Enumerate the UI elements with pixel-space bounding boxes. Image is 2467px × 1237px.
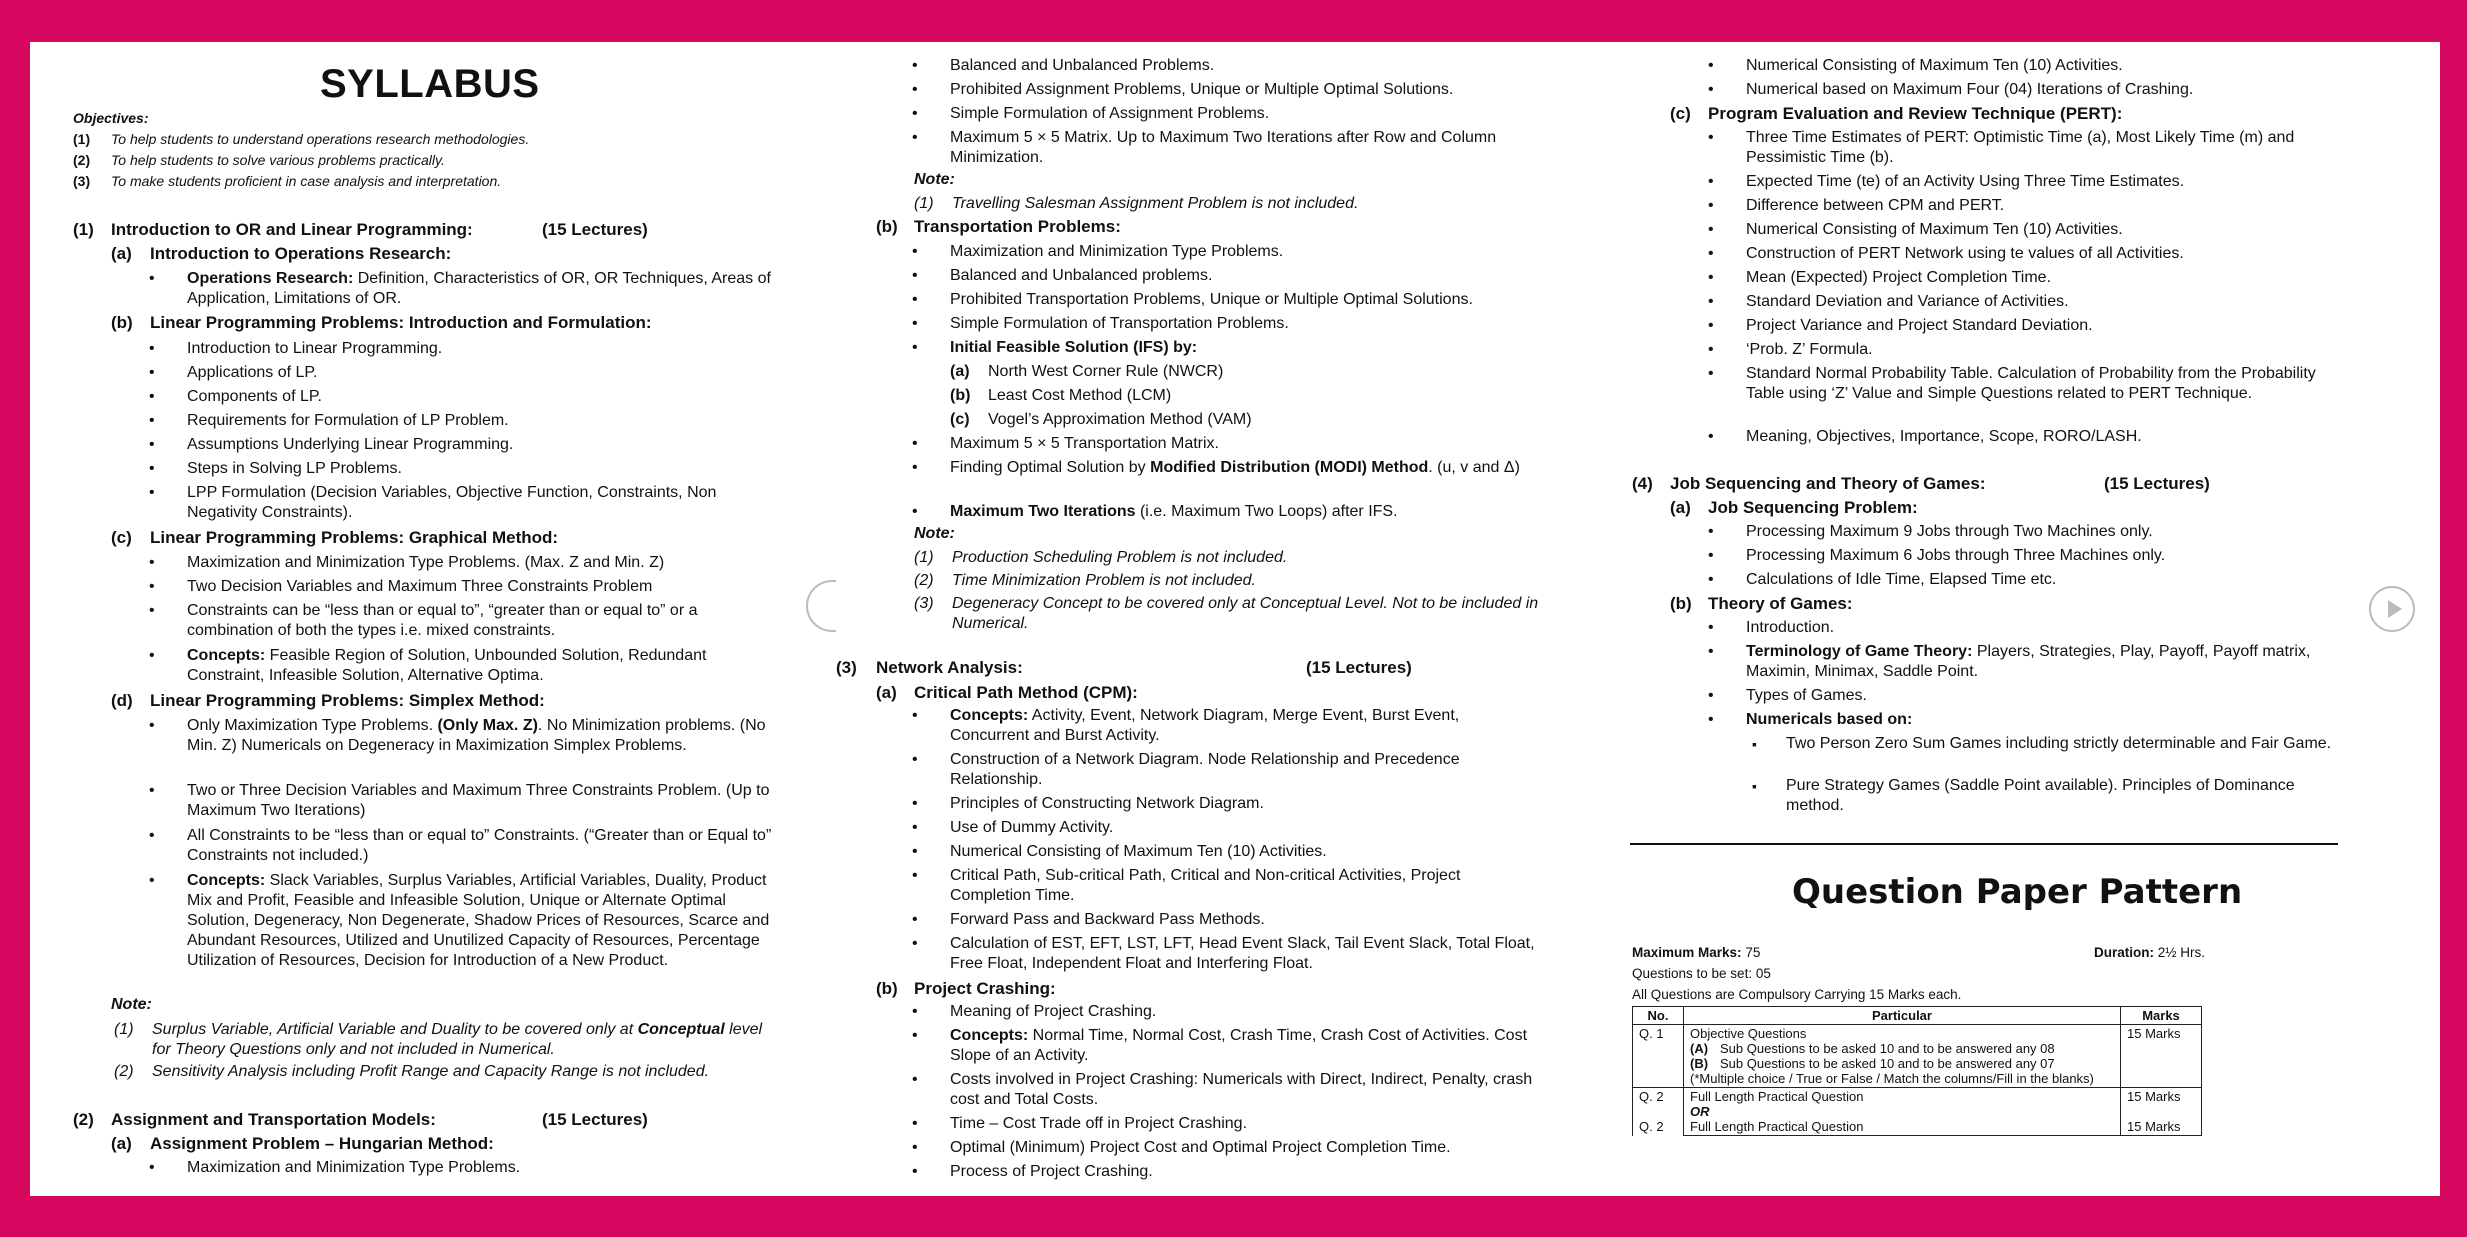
section-divider	[1630, 843, 2338, 845]
list-item: • Expected Time (te) of an Activity Using Three Time Estimates.	[1746, 172, 2336, 192]
list-item: • All Constraints to be “less than or equal to” Constraints. (“Greater than or Equal to” Constraints not included.)	[187, 826, 775, 866]
objective-3: (3) To make students proficient in case analysis and interpretation.	[73, 173, 502, 189]
compulsory-note: All Questions are Compulsory Carrying 15 Marks each.	[1632, 987, 1962, 1002]
list-item: • Types of Games.	[1746, 686, 2336, 706]
note-item: (1) Production Scheduling Problem is not included.	[914, 549, 1288, 566]
list-item: • Project Variance and Project Standard Deviation.	[1746, 316, 2336, 336]
unit4-num: (4)	[1632, 474, 1653, 493]
list-item: • Optimal (Minimum) Project Cost and Optimal Project Completion Time.	[950, 1138, 1540, 1158]
q1-marks: 15 Marks	[2121, 1025, 2202, 1088]
sub-list-item: ▪ Two Person Zero Sum Games including strictly determinable and Fair Game.	[1786, 734, 2336, 754]
note-1: (1) Surplus Variable, Artificial Variable and Duality to be covered only at Conceptual level for Theory Questions only and not included in Numerical.	[114, 1021, 763, 1058]
list-item: • Introduction to Linear Programming.	[187, 339, 775, 359]
u1d-num: (d)	[111, 691, 133, 710]
table-row	[1633, 1025, 2202, 1088]
note-item: (1) Travelling Salesman Assignment Problem is not included.	[914, 195, 1359, 212]
duration: Duration: 2½ Hrs.	[2094, 945, 2206, 960]
list-item: • Simple Formulation of Assignment Problems.	[950, 104, 1540, 124]
max-marks: Maximum Marks: 75	[1632, 945, 1761, 960]
q1-no: Q. 1	[1633, 1025, 1684, 1088]
list-item: • Maximization and Minimization Type Problems.	[187, 1158, 775, 1178]
unit1-num: (1)	[73, 220, 94, 239]
note-item: (3) Degeneracy Concept to be covered only at Conceptual Level. Not to be included in Numerical.	[914, 595, 1539, 632]
list-item: • Numerical Consisting of Maximum Ten (10) Activities.	[950, 842, 1540, 862]
ifs-c: (c) Vogel’s Approximation Method (VAM)	[950, 411, 1252, 428]
objectives-label: Objectives:	[73, 110, 149, 126]
list-item: • Standard Deviation and Variance of Activities.	[1746, 292, 2336, 312]
header-marks: Marks	[2121, 1007, 2202, 1025]
list-item: • Steps in Solving LP Problems.	[187, 459, 775, 479]
list-item: • Processing Maximum 6 Jobs through Three Machines only.	[1746, 546, 2336, 566]
list-item: • Concepts: Feasible Region of Solution, Unbounded Solution, Redundant Constraint, Infeasible Solution, Alternative Optima.	[187, 646, 775, 686]
u1a-item: • Operations Research: Definition, Characteristics of OR, OR Techniques, Areas of Application, Limitations of OR.	[187, 269, 775, 309]
list-item: • Finding Optimal Solution by Modified Distribution (MODI) Method. (u, v and Δ)	[950, 458, 1540, 478]
list-item: • Costs involved in Project Crashing: Numericals with Direct, Indirect, Penalty, crash cost and Total Costs.	[950, 1070, 1540, 1110]
unit3-title: Network Analysis:	[876, 658, 1023, 677]
note-item: (2) Time Minimization Problem is not included.	[914, 572, 1256, 589]
questions-set: Questions to be set: 05	[1632, 966, 1771, 981]
table-header-row	[1633, 1007, 2202, 1025]
list-item: • Numerical Consisting of Maximum Ten (10) Activities.	[1746, 220, 2336, 240]
objective-2: (2) To help students to solve various problems practically.	[73, 152, 445, 168]
u2a-num: (a)	[111, 1134, 132, 1153]
list-item: • Standard Normal Probability Table. Calculation of Probability from the Probability Table using ‘Z’ Value and Simple Questions related to PERT Technique.	[1746, 364, 2336, 404]
list-item: • Forward Pass and Backward Pass Methods.	[950, 910, 1540, 930]
syllabus-title: SYLLABUS	[320, 62, 540, 106]
list-item: • Two or Three Decision Variables and Maximum Three Constraints Problem. (Up to Maximum Two Iterations)	[187, 781, 775, 821]
note-label: Note:	[111, 996, 152, 1013]
list-item: • Assumptions Underlying Linear Programming.	[187, 435, 775, 455]
q2-marks: 15 Marks 15 Marks	[2121, 1088, 2202, 1136]
unit1-lectures: (15 Lectures)	[542, 220, 648, 239]
header-particular: Particular	[1684, 1007, 2121, 1025]
q1-particular: Objective Questions (A) Sub Questions to be asked 10 and to be answered any 08 (B) Sub Questions to be asked 10 and to be answered any 07 (*Multiple choice / True or False / Match the columns/Fill in the blanks)	[1684, 1025, 2121, 1088]
list-item: • Difference between CPM and PERT.	[1746, 196, 2336, 216]
list-item: • Mean (Expected) Project Completion Time.	[1746, 268, 2336, 288]
sub-list-item: ▪ Pure Strategy Games (Saddle Point available). Principles of Dominance method.	[1786, 776, 2336, 816]
list-item: • Maximum Two Iterations (i.e. Maximum Two Loops) after IFS.	[950, 502, 1540, 522]
u4a-title: Job Sequencing Problem:	[1708, 498, 1918, 517]
list-item: • LPP Formulation (Decision Variables, Objective Function, Constraints, Non Negativity Constraints).	[187, 483, 775, 523]
list-item: • Terminology of Game Theory: Players, Strategies, Play, Payoff, Payoff matrix, Maximin, Minimax, Saddle Point.	[1746, 642, 2336, 682]
list-item: • Time – Cost Trade off in Project Crashing.	[950, 1114, 1540, 1134]
u2b-title: Transportation Problems:	[914, 217, 1121, 236]
unit2-num: (2)	[73, 1110, 94, 1129]
unit2-lectures: (15 Lectures)	[542, 1110, 648, 1129]
list-item: • Prohibited Transportation Problems, Unique or Multiple Optimal Solutions.	[950, 290, 1540, 310]
list-item: • Process of Project Crashing.	[950, 1162, 1540, 1182]
list-item: • Introduction.	[1746, 618, 2336, 638]
list-item: • Components of LP.	[187, 387, 775, 407]
list-item: • Balanced and Unbalanced Problems.	[950, 56, 1540, 76]
u1b-num: (b)	[111, 313, 133, 332]
list-item: • ‘Prob. Z’ Formula.	[1746, 340, 2336, 360]
unit1-title: Introduction to OR and Linear Programming:	[111, 220, 473, 239]
ifs-a: (a) North West Corner Rule (NWCR)	[950, 363, 1224, 380]
list-item: • Prohibited Assignment Problems, Unique or Multiple Optimal Solutions.	[950, 80, 1540, 100]
list-item: • Constraints can be “less than or equal to”, “greater than or equal to” or a combination of both the types i.e. mixed constraints.	[187, 601, 775, 641]
list-item: • Principles of Constructing Network Diagram.	[950, 794, 1540, 814]
unit3-num: (3)	[836, 658, 857, 677]
header-no: No.	[1633, 1007, 1684, 1025]
list-item: • Construction of PERT Network using te values of all Activities.	[1746, 244, 2336, 264]
u1a-title: Introduction to Operations Research:	[150, 244, 452, 263]
list-item: • Concepts: Slack Variables, Surplus Variables, Artificial Variables, Duality, Product Mix and Profit, Feasible and Infeasible Solution, Unique or Alternate Optimal Solution, Degeneracy, Non Degenerate, Shadow Prices of Resources, Scarce and Abundant Resources, Utilized and Unutilized Capacity of Resources, Percentage Utilization of Resources, Decision for Introduction of a New Product.	[187, 871, 775, 971]
note-label: Note:	[914, 525, 955, 542]
list-item: • Construction of a Network Diagram. Node Relationship and Precedence Relationship.	[950, 750, 1540, 790]
list-item: • Requirements for Formulation of LP Problem.	[187, 411, 775, 431]
list-item: • Processing Maximum 9 Jobs through Two Machines only.	[1746, 522, 2336, 542]
list-item: • Numerical Consisting of Maximum Ten (10) Activities.	[1746, 56, 2336, 76]
note-2: (2) Sensitivity Analysis including Profit Range and Capacity Range is not included.	[114, 1063, 710, 1080]
list-item: • Maximization and Minimization Type Problems. (Max. Z and Min. Z)	[187, 553, 775, 573]
list-item: • Meaning, Objectives, Importance, Scope, RORO/LASH.	[1746, 427, 2336, 447]
list-item: • Use of Dummy Activity.	[950, 818, 1540, 838]
list-item: • Meaning of Project Crashing.	[950, 1002, 1540, 1022]
list-item: • Balanced and Unbalanced problems.	[950, 266, 1540, 286]
u1c-title: Linear Programming Problems: Graphical Method:	[150, 528, 559, 547]
q2-no: Q. 2 Q. 2	[1633, 1088, 1684, 1136]
list-item: • Critical Path, Sub-critical Path, Critical and Non-critical Activities, Project Completion Time.	[950, 866, 1540, 906]
u1a-num: (a)	[111, 244, 132, 263]
u2b-num: (b)	[876, 217, 898, 236]
list-item: • Numerical based on Maximum Four (04) Iterations of Crashing.	[1746, 80, 2336, 100]
u3b-num: (b)	[876, 979, 898, 998]
u4b-title: Theory of Games:	[1708, 594, 1853, 613]
next-page-arrow-icon[interactable]	[2369, 586, 2415, 632]
list-item: • Maximum 5 × 5 Matrix. Up to Maximum Two Iterations after Row and Column Minimization.	[950, 128, 1540, 168]
q2-particular: Full Length Practical Question OR Full Length Practical Question	[1684, 1088, 2121, 1136]
unit4-title: Job Sequencing and Theory of Games:	[1670, 474, 1986, 493]
list-item: • Maximum 5 × 5 Transportation Matrix.	[950, 434, 1540, 454]
note-label: Note:	[914, 171, 955, 188]
list-item: • Concepts: Activity, Event, Network Diagram, Merge Event, Burst Event, Concurrent and Burst Activity.	[950, 706, 1540, 746]
unit3-lectures: (15 Lectures)	[1306, 658, 1412, 677]
u3a-title: Critical Path Method (CPM):	[914, 683, 1138, 702]
list-item: • Maximization and Minimization Type Problems.	[950, 242, 1540, 262]
u3b-title: Project Crashing:	[914, 979, 1056, 998]
u2a-title: Assignment Problem – Hungarian Method:	[150, 1134, 494, 1153]
list-item: • Numericals based on:	[1746, 710, 2336, 730]
u1c-num: (c)	[111, 528, 132, 547]
unit2-title: Assignment and Transportation Models:	[111, 1110, 436, 1129]
list-item: • Applications of LP.	[187, 363, 775, 383]
u1b-title: Linear Programming Problems: Introduction and Formulation:	[150, 313, 652, 332]
u3c-num: (c)	[1670, 104, 1691, 123]
u4a-num: (a)	[1670, 498, 1691, 517]
u1d-title: Linear Programming Problems: Simplex Method:	[150, 691, 545, 710]
list-item: • Calculations of Idle Time, Elapsed Time etc.	[1746, 570, 2336, 590]
list-item: • Concepts: Normal Time, Normal Cost, Crash Time, Crash Cost of Activities. Cost Slope of an Activity.	[950, 1026, 1540, 1066]
question-table	[1632, 1006, 2202, 1136]
ifs-b: (b) Least Cost Method (LCM)	[950, 387, 1172, 404]
list-item: • Initial Feasible Solution (IFS) by:	[950, 338, 1540, 358]
qpp-title: Question Paper Pattern	[1792, 872, 2243, 912]
u3a-num: (a)	[876, 683, 897, 702]
list-item: • Two Decision Variables and Maximum Three Constraints Problem	[187, 577, 775, 597]
list-item: • Three Time Estimates of PERT: Optimistic Time (a), Most Likely Time (m) and Pessimistic Time (b).	[1746, 128, 2336, 168]
objective-1: (1) To help students to understand operations research methodologies.	[73, 131, 530, 147]
u3c-title: Program Evaluation and Review Technique (PERT):	[1708, 104, 2123, 123]
list-item: • Only Maximization Type Problems. (Only Max. Z). No Minimization problems. (No Min. Z) Numericals on Degeneracy in Maximization Simplex Problems.	[187, 716, 775, 756]
u4b-num: (b)	[1670, 594, 1692, 613]
unit4-lectures: (15 Lectures)	[2104, 474, 2210, 493]
list-item: • Simple Formulation of Transportation Problems.	[950, 314, 1540, 334]
list-item: • Calculation of EST, EFT, LST, LFT, Head Event Slack, Tail Event Slack, Total Float, Free Float, Independent Float and Interfering Float.	[950, 934, 1540, 974]
table-row	[1633, 1088, 2202, 1136]
